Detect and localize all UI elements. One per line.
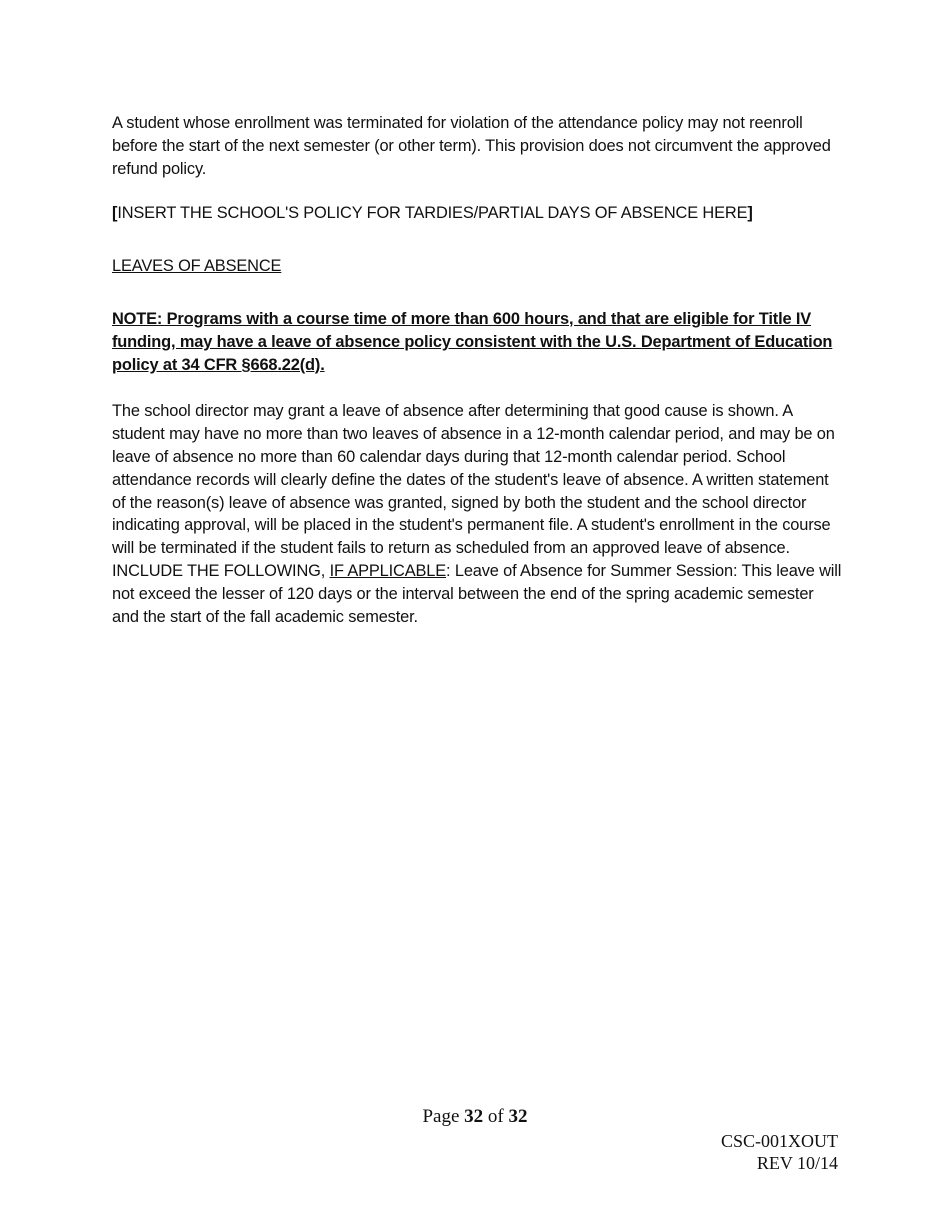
page-of: of [487, 1106, 504, 1127]
revision: REV 10/14 [756, 1153, 838, 1173]
title-iv-note: NOTE: Programs with a course time of more than 600 hours, and that are eligible for Title IV funding, may have a leave of absence policy consistent with the U.S. Department of Education policy at 34 CFR §668.22(d). [112, 309, 833, 374]
close-bracket: ] [747, 204, 753, 223]
form-code-block [721, 1130, 838, 1174]
open-bracket: [ [112, 204, 118, 223]
page-word: Page [422, 1106, 460, 1127]
document-body [112, 112, 842, 628]
page-total: 32 [508, 1106, 528, 1127]
form-code: CSC-001XOUT [720, 1131, 838, 1151]
leave-paragraph-part1: The school director may grant a leave of absence after determining that good cause is shown. A student may have no more than two leaves of absence in a 12-month calendar period, and may be on leave of absence no more than 60 calendar days during that 12-month calendar period. School attendance records will clearly define the dates of the student's leave of absence. A written statement of the reason(s) leave of absence was granted, signed by both the student and the school director indicating approval, will be placed in the student's permanent file. A student's enrollment in the course will be terminated if the student fails to return as scheduled from an approved leave of absence. INCLUDE THE FOLLOWING, [112, 402, 835, 580]
insert-policy-placeholder [112, 202, 842, 225]
page-current: 32 [464, 1106, 484, 1127]
leave-of-absence-paragraph [112, 400, 842, 628]
if-applicable-text: IF APPLICABLE [329, 561, 447, 580]
reenroll-paragraph: A student whose enrollment was terminated for violation of the attendance policy may not reenroll before the start of the next semester (or other term). This provision does not circumvent the approved refund policy. [112, 114, 831, 178]
page-number [0, 1106, 950, 1128]
leave-paragraph-part2: : Leave of Absence for Summer Session: This leave will not exceed the lesser of 120 days or the interval between the end of the spring academic semester and the start of the fall academic semester. [112, 561, 842, 626]
leaves-of-absence-heading: LEAVES OF ABSENCE [112, 257, 282, 276]
insert-policy-text: INSERT THE SCHOOL'S POLICY FOR TARDIES/PARTIAL DAYS OF ABSENCE HERE [117, 204, 748, 223]
